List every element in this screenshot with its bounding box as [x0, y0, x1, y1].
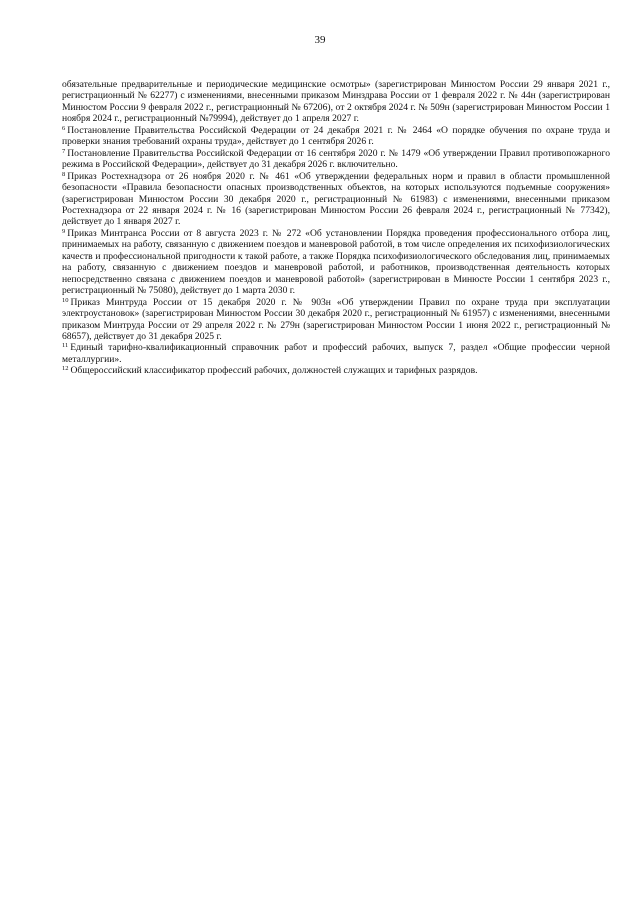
footnote-10	[62, 297, 610, 343]
footnote-11	[62, 342, 610, 365]
footnotes-block	[62, 79, 610, 377]
footnote-text: Постановление Правительства Российской Федерации от 16 сентября 2020 г. № 1479 «Об утверждении Правил противопожарного режима в Российской Федерации», действует до 31 декабря 2026 г. включительно.	[62, 147, 610, 171]
page-number: 39	[314, 34, 326, 46]
footnote-9	[62, 228, 610, 297]
footnote-8	[62, 171, 610, 228]
footnote-12	[62, 365, 610, 376]
footnote-mark: 10	[62, 296, 69, 304]
footnote-mark: 7	[62, 147, 66, 155]
footnote-7	[62, 148, 610, 171]
footnote-text: Постановление Правительства Российской Федерации от 24 декабря 2021 г. № 2464 «О порядке обучения по охране труда и проверки знания требований охраны труда», действует до 1 сентября 2026 г.	[62, 124, 610, 148]
footnote-continuation	[62, 79, 610, 125]
footnote-mark: 6	[62, 124, 66, 132]
footnote-mark: 8	[62, 170, 66, 178]
footnote-text: обязательные предварительные и периодические медицинские осмотры» (зарегистрирован Минюстом России 29 января 2021 г., регистрационный № 62277) с изменениями, внесенными приказом Минздрава России от 1 февраля 2022 г. № 44н (зарегистрирован Минюстом России 9 февраля 2022 г., регистрационный № 67206), от 2 октября 2024 г. № 509н (зарегистрирован Минюстом России 1 ноября 2024 г., регистрационный №79994), действует до 1 апреля 2027 г.	[62, 79, 610, 125]
footnote-mark: 12	[62, 365, 69, 373]
footnote-mark: 11	[62, 342, 69, 350]
footnote-text: Приказ Ростехнадзора от 26 ноября 2020 г. № 461 «Об утверждении федеральных норм и правил в области промышленной безопасности «Правила безопасности опасных производственных объектов, на которых используются подъемные сооружения» (зарегистрирован Минюстом России 30 декабря 2020 г., регистрационный № 61983) с изменениями, внесенными приказом Ростехнадзора от 22 января 2024 г. № 16 (зарегистрирован Минюстом России 26 февраля 2024 г., регистрационный № 77342), действует до 1 января 2027 г.	[62, 170, 610, 228]
footnote-mark: 9	[62, 227, 66, 235]
footnote-text: Приказ Минтранса России от 8 августа 2023 г. № 272 «Об установлении Порядка проведения профессионального отбора лиц, принимаемых на работу, связанную с движением поездов и маневровой работой, в том числе определения их психофизиологических качеств и профессиональной пригодности к такой работе, а также Порядка психофизиологического обследования лиц, принимаемых на работу, связанную с движением поездов и маневровой работой, и работников, производственная деятельность которых непосредственно связана с движением поездов и маневровой работой» (зарегистрирован в Минюсте России 1 сентября 2023 г., регистрационный № 75080), действует до 1 марта 2030 г.	[62, 227, 610, 297]
footnote-text: Приказ Минтруда России от 15 декабря 2020 г. № 903н «Об утверждении Правил по охране труда при эксплуатации электроустановок» (зарегистрирован Минюстом России 30 декабря 2020 г., регистрационный № 61957) с изменениями, внесенными приказом Минтруда России от 29 апреля 2022 г. № 279н (зарегистрирован Минюстом России 1 июня 2022 г., регистрационный № 68657), действует до 31 декабря 2025 г.	[62, 296, 610, 342]
footnote-6	[62, 125, 610, 148]
footnote-text: Общероссийский классификатор профессий рабочих, должностей служащих и тарифных разрядов.	[70, 365, 478, 377]
footnote-text: Единый тарифно-квалификационный справочник работ и профессий рабочих, выпуск 7, раздел «Общие профессии черной металлургии».	[62, 342, 610, 365]
